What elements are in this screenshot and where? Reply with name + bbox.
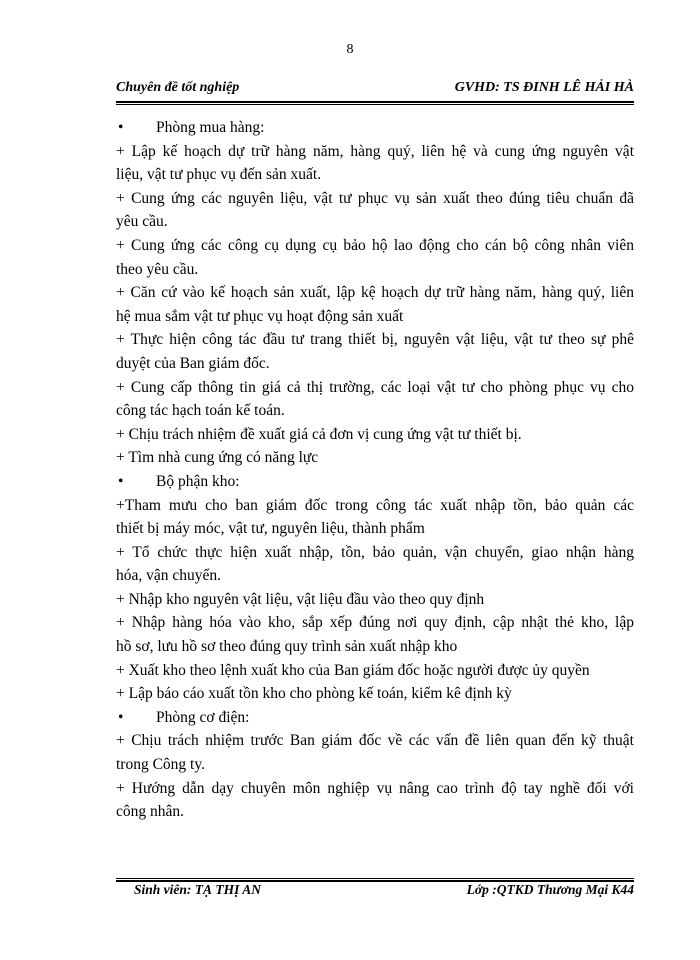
paragraph-line: trong Công ty. (116, 756, 205, 774)
paragraph-line: thiết bị máy móc, vật tư, nguyên liệu, thành phẩm (116, 520, 425, 538)
paragraph-line: công nhân. (116, 803, 185, 821)
page-header (116, 80, 634, 100)
footer-class: Lớp :QTKD Thương Mại K44 (466, 882, 634, 897)
paragraph-line: + Tổ chức thực hiện xuất nhập, tồn, bảo quản, vận chuyển, giao nhận hàng (116, 543, 634, 561)
section-heading-warehouse (116, 470, 634, 494)
paragraph-line: +Tham mưu cho ban giám đốc trong công tác xuất nhập tồn, bảo quản các (116, 496, 634, 514)
header-advisor: GVHD: TS ĐINH LÊ HẢI HÀ (454, 80, 634, 95)
paragraph-line: duyệt của Ban giám đốc. (116, 354, 270, 372)
heading-text: Phòng cơ điện: (156, 708, 250, 726)
page-number: 8 (346, 42, 354, 57)
header-title: Chuyên đề tốt nghiệp (116, 80, 240, 95)
bullet-icon: • (118, 119, 124, 136)
footer-student: Sinh viên: TẠ THỊ AN (134, 882, 262, 897)
section-heading-electrical (116, 706, 634, 730)
header-divider (116, 101, 634, 105)
paragraph-line: + Nhập hàng hóa vào kho, sắp xếp đúng nơi quy định, cập nhật thẻ kho, lập (116, 614, 634, 632)
document-body (116, 116, 634, 824)
heading-text: Bộ phận kho: (156, 472, 240, 490)
paragraph-line: + Chịu trách nhiệm đề xuất giá cả đơn vị cung ứng vật tư thiết bị. (116, 425, 522, 443)
paragraph-line: + Nhập kho nguyên vật liệu, vật liệu đầu vào theo quy định (116, 590, 485, 608)
paragraph-line: + Cung ứng các nguyên liệu, vật tư phục vụ sản xuất theo đúng tiêu chuẩn đã (116, 189, 634, 207)
heading-text: Phòng mua hàng: (156, 119, 265, 136)
paragraph-line: + Tìm nhà cung ứng có năng lực (116, 449, 319, 467)
bullet-icon: • (118, 708, 124, 726)
paragraph-line: công tác hạch toán kế toán. (116, 402, 285, 420)
paragraph-line: hệ mua sắm vật tư phục vụ hoạt động sản xuất (116, 307, 404, 325)
paragraph-line: + Xuất kho theo lệnh xuất kho của Ban giám đốc hoặc người được ủy quyền (116, 661, 590, 679)
paragraph-line: + Chịu trách nhiệm trước Ban giám đốc về các vấn đề liên quan đến kỹ thuật (116, 732, 634, 750)
paragraph-line: liệu, vật tư phục vụ đến sản xuất. (116, 166, 322, 184)
paragraph-line: + Lập kế hoạch dự trữ hàng năm, hàng quý, liên hệ và cung ứng nguyên vật (116, 142, 634, 160)
bullet-icon: • (118, 472, 124, 490)
paragraph-line: + Cung ứng các công cụ dụng cụ bảo hộ lao động cho cán bộ công nhân viên (116, 236, 634, 254)
page-footer (134, 882, 634, 902)
paragraph-line: hồ sơ, lưu hồ sơ theo đúng quy trình sản xuất nhập kho (116, 638, 458, 656)
paragraph-line: + Lập báo cáo xuất tồn kho cho phòng kế toán, kiểm kê định kỳ (116, 685, 512, 703)
paragraph-line: + Hướng dẫn dạy chuyên môn nghiệp vụ nâng cao trình độ tay nghề đối với (116, 779, 634, 797)
paragraph-line: + Căn cứ vào kế hoạch sản xuất, lập kệ hoạch dự trữ hàng năm, hàng quý, liên (116, 284, 634, 302)
paragraph-line: + Thực hiện công tác đầu tư trang thiết bị, nguyên vật liệu, vật tư theo sự phê (116, 331, 634, 349)
paragraph-line: hóa, vận chuyển. (116, 567, 222, 585)
paragraph-line: + Cung cấp thông tin giá cả thị trường, các loại vật tư cho phòng phục vụ cho (116, 378, 634, 396)
section-heading-purchasing (116, 116, 634, 140)
paragraph-line: theo yêu cầu. (116, 260, 199, 278)
paragraph-line: yêu cầu. (116, 213, 168, 231)
